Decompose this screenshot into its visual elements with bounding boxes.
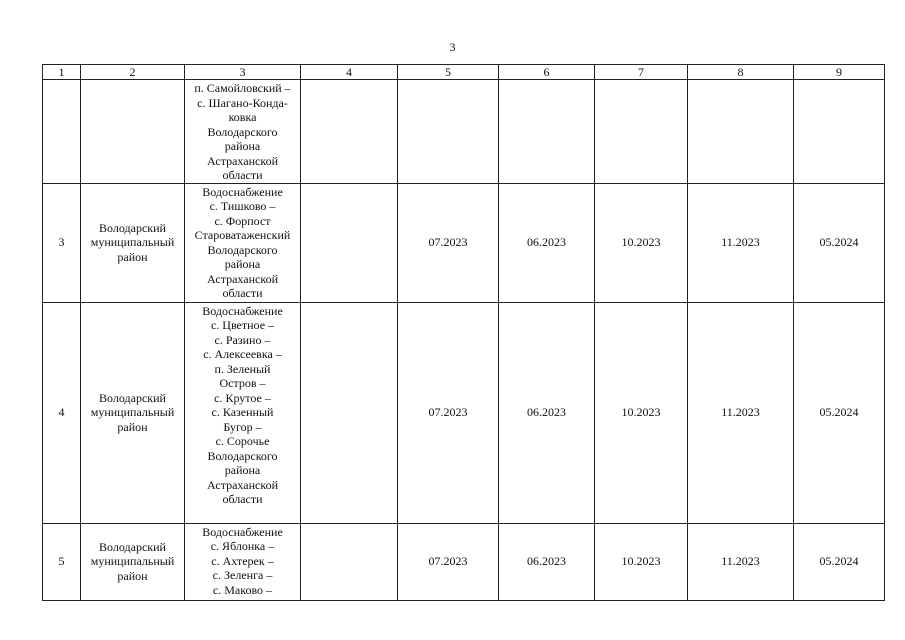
- empty-cell: [301, 80, 398, 184]
- date-cell: 06.2023: [499, 183, 595, 302]
- district-cell: Володарский муниципальный район: [81, 183, 185, 302]
- date-cell: 07.2023: [398, 523, 499, 600]
- date-cell: 05.2024: [794, 302, 885, 523]
- column-header-2: 2: [81, 65, 185, 80]
- schedule-table: [42, 64, 885, 601]
- column-header-3: 3: [185, 65, 301, 80]
- object-name-cell: п. Самойловский – с. Шагано-Конда- ковка Володарского района Астраханской области: [185, 80, 301, 184]
- row-number-cell: 3: [43, 183, 81, 302]
- date-cell: 07.2023: [398, 302, 499, 523]
- column-header-5: 5: [398, 65, 499, 80]
- object-name-cell: Водоснабжение с. Тишково – с. Форпост Староватаженский Володарского района Астраханской области: [185, 183, 301, 302]
- date-cell: 05.2024: [794, 183, 885, 302]
- column-header-4: 4: [301, 65, 398, 80]
- object-name-cell: Водоснабжение с. Яблонка – с. Ахтерек – с. Зеленга – с. Маково –: [185, 523, 301, 600]
- date-cell: 11.2023: [688, 302, 794, 523]
- column-header-6: 6: [499, 65, 595, 80]
- row-number-cell: 5: [43, 523, 81, 600]
- date-cell: [688, 80, 794, 184]
- table-row: [43, 302, 885, 523]
- column-header-8: 8: [688, 65, 794, 80]
- date-cell: [398, 80, 499, 184]
- column-header-7: 7: [595, 65, 688, 80]
- table-row: [43, 183, 885, 302]
- date-cell: 10.2023: [595, 183, 688, 302]
- date-cell: [595, 80, 688, 184]
- table-row: [43, 80, 885, 184]
- row-number-cell: 4: [43, 302, 81, 523]
- row-number-cell: [43, 80, 81, 184]
- date-cell: 07.2023: [398, 183, 499, 302]
- district-cell: Володарский муниципальный район: [81, 302, 185, 523]
- empty-cell: [301, 523, 398, 600]
- empty-cell: [301, 183, 398, 302]
- date-cell: [499, 80, 595, 184]
- page-number: 3: [449, 40, 456, 54]
- date-cell: 11.2023: [688, 183, 794, 302]
- date-cell: 05.2024: [794, 523, 885, 600]
- object-name-cell: Водоснабжение с. Цветное – с. Разино – с. Алексеевка – п. Зеленый Остров – с. Крутое – с. Казенный Бугор – с. Сорочье Володарского района Астраханской области: [185, 302, 301, 523]
- column-header-1: 1: [43, 65, 81, 80]
- date-cell: 06.2023: [499, 523, 595, 600]
- table-row: [43, 523, 885, 600]
- district-cell: [81, 80, 185, 184]
- column-header-9: 9: [794, 65, 885, 80]
- district-cell: Володарский муниципальный район: [81, 523, 185, 600]
- date-cell: 06.2023: [499, 302, 595, 523]
- date-cell: 11.2023: [688, 523, 794, 600]
- empty-cell: [301, 302, 398, 523]
- date-cell: [794, 80, 885, 184]
- table-header-row: [43, 65, 885, 80]
- date-cell: 10.2023: [595, 523, 688, 600]
- date-cell: 10.2023: [595, 302, 688, 523]
